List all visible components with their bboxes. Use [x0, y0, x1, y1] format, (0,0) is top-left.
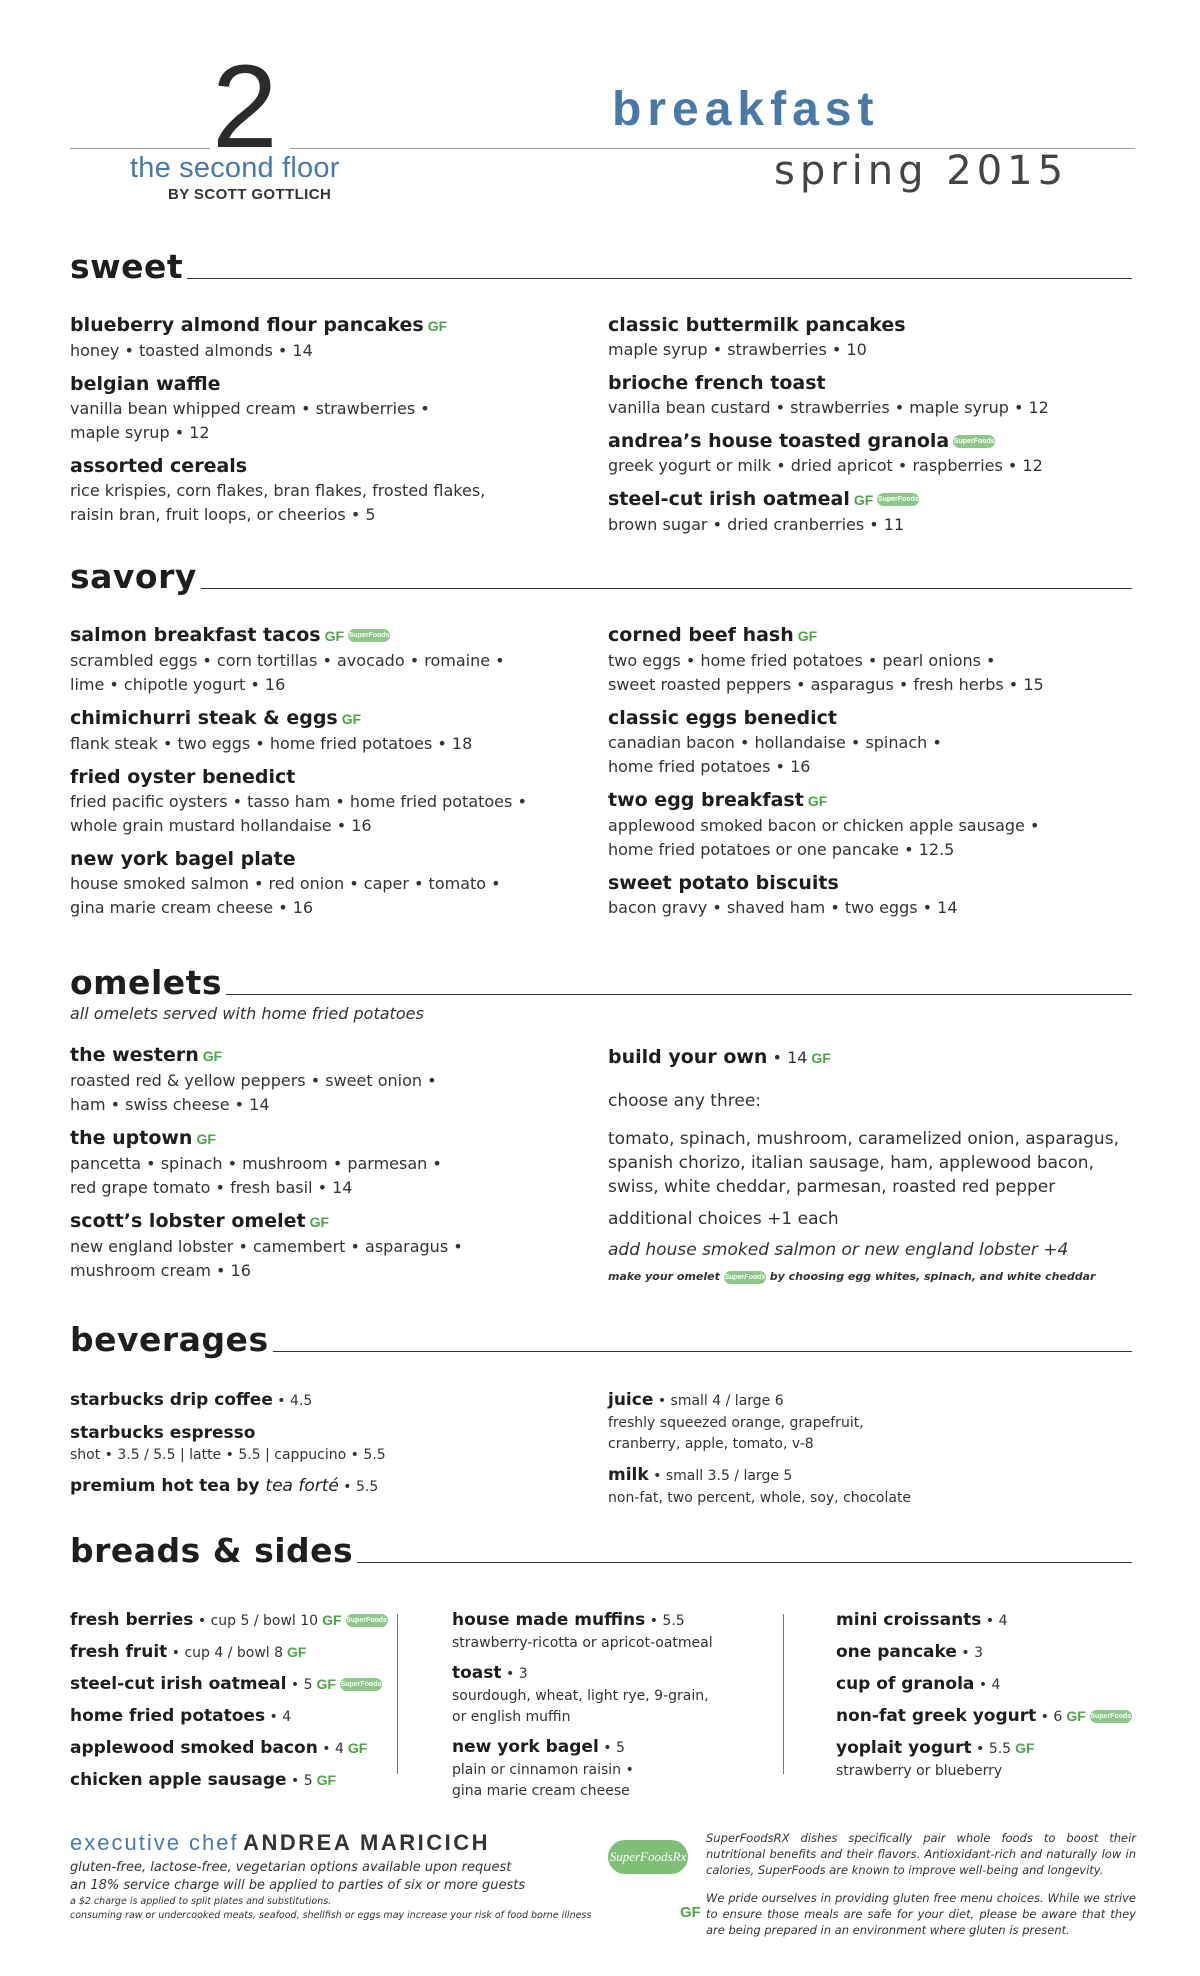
menu-item	[608, 370, 1128, 420]
menu-item	[70, 1672, 390, 1697]
menu-item-name: the western GF	[70, 1044, 223, 1066]
executive-chef: executive chef ANDREA MARICICH	[70, 1830, 490, 1855]
gluten-free-badge: GF	[287, 1644, 307, 1660]
superfoods-badge-icon: SuperFoods	[877, 493, 919, 506]
gluten-free-badge: GF	[322, 1612, 342, 1628]
section-rule	[273, 1351, 1132, 1352]
menu-item-name: the uptown GF	[70, 1127, 216, 1149]
menu-item-description: maple syrup • strawberries • 10	[608, 340, 867, 359]
menu-item-name: new york bagel • 5	[452, 1737, 625, 1757]
menu-item-price: • 5.5	[645, 1613, 685, 1629]
menu-item	[70, 1608, 390, 1633]
footer-note-raw: consuming raw or undercooked meats, seafood, shellfish or eggs may increase your risk of food borne illness	[70, 1910, 592, 1921]
menu-item-name: cup of granola • 4	[836, 1674, 1001, 1694]
superfoods-info: SuperFoodsRX dishes specifically pair whole foods to boost their nutritional benefits and their flavors. Antioxidant-rich and naturally low in calories, SuperFoods are known to improve well-being and longevity. We pride ourselves in providing gluten free menu choices. While we strive to ensure those meals are safe for your diet, please be aware that they are being prepared in an environment where gluten is present.	[706, 1831, 1136, 1937]
menu-item-description: strawberry or blueberry	[836, 1763, 1003, 1779]
menu-item	[836, 1608, 1156, 1633]
menu-item-name: two egg breakfast GF	[608, 789, 828, 811]
menu-item-price: • 4.5	[272, 1393, 313, 1409]
omelets-left-column	[70, 1042, 590, 1291]
menu-item-price: • small 3.5 / large 5	[648, 1468, 793, 1484]
menu-item-name: home fried potatoes • 4	[70, 1706, 292, 1726]
menu-item-price: • 5.5	[971, 1741, 1012, 1757]
menu-item-price: • 3	[501, 1666, 528, 1682]
menu-item-description: house smoked salmon • red onion • caper • tomato • gina marie cream cheese • 16	[70, 874, 501, 917]
menu-item	[608, 428, 1128, 478]
menu-item-price: • 4	[974, 1677, 1001, 1693]
section-rule	[357, 1562, 1132, 1563]
menu-item-name: blueberry almond flour pancakes GF	[70, 314, 448, 336]
menu-item-name: non-fat greek yogurt • 6 GF SuperFoods	[836, 1706, 1132, 1726]
menu-item-description: plain or cinnamon raisin • gina marie cream cheese	[452, 1762, 634, 1799]
menu-item-name: brioche french toast	[608, 372, 826, 394]
superfoods-logo: SuperFoodsRx	[608, 1840, 688, 1874]
build-options: tomato, spinach, mushroom, caramelized onion, asparagus, spanish chorizo, italian sausage, ham, applewood bacon, swiss, white cheddar, parmesan, roasted red pepper	[608, 1129, 1119, 1197]
footer-note-split: a $2 charge is applied to split plates and substitutions.	[70, 1896, 332, 1907]
brand-byline: BY SCOTT GOTTLICH	[168, 186, 332, 203]
sides-column-2	[452, 1608, 772, 1809]
sweet-left-column	[70, 312, 590, 535]
gluten-free-badge: GF	[797, 628, 818, 644]
gluten-free-badge: GF	[316, 1676, 336, 1692]
menu-item-price: • 5.5	[338, 1479, 379, 1495]
brand-name: the second floor	[130, 152, 340, 184]
menu-item	[70, 846, 590, 920]
menu-item-description: flank steak • two eggs • home fried potatoes • 18	[70, 734, 473, 753]
menu-item	[452, 1735, 772, 1802]
menu-item	[70, 1421, 590, 1466]
menu-item-description: two eggs • home fried potatoes • pearl onions • sweet roasted peppers • asparagus • fresh herbs • 15	[608, 651, 1044, 694]
sides-column-3	[836, 1608, 1156, 1789]
menu-item-name: premium hot tea by tea forté • 5.5	[70, 1476, 379, 1496]
superfoods-badge-icon: SuperFoods	[346, 1614, 388, 1627]
superfoods-badge-icon: SuperFoods	[724, 1271, 766, 1284]
savory-left-column	[70, 622, 590, 928]
menu-item	[70, 1208, 590, 1283]
gluten-free-badge: GF	[1066, 1708, 1086, 1724]
menu-item-price: • 4	[317, 1741, 344, 1757]
gluten-free-badge: GF	[324, 628, 345, 644]
menu-item-description: non-fat, two percent, whole, soy, chocolate	[608, 1490, 912, 1506]
menu-item	[608, 312, 1128, 362]
menu-item	[608, 870, 1128, 920]
superfoods-badge-icon: SuperFoods	[340, 1678, 382, 1691]
menu-item	[836, 1640, 1156, 1665]
menu-item	[608, 1463, 1128, 1509]
menu-item-price: • 5	[598, 1740, 625, 1756]
section-heading: savory	[70, 557, 197, 596]
menu-item-name: milk • small 3.5 / large 5	[608, 1465, 793, 1485]
menu-item-description: freshly squeezed orange, grapefruit, cranberry, apple, tomato, v-8	[608, 1415, 864, 1452]
savory-right-column	[608, 622, 1128, 928]
menu-item	[70, 1768, 390, 1793]
menu-item	[608, 622, 1128, 697]
build-your-own	[608, 1044, 1148, 1284]
logo-number: 2	[212, 41, 278, 173]
menu-item-price: • 4	[981, 1613, 1008, 1629]
menu-item-price: • 5	[286, 1773, 313, 1789]
menu-item-name: steel-cut irish oatmeal • 5 GF SuperFoods	[70, 1674, 382, 1694]
menu-item-name: fried oyster benedict	[70, 766, 296, 788]
menu-item-description: shot • 3.5 / 5.5 | latte • 5.5 | cappucino • 5.5	[70, 1447, 386, 1463]
menu-title: breakfast	[612, 83, 880, 136]
build-choose-label: choose any three:	[608, 1091, 761, 1111]
gluten-free-badge: GF	[347, 1740, 368, 1756]
superfoods-badge-icon: SuperFoods	[1090, 1710, 1132, 1723]
menu-item-price: • cup 5 / bowl 10	[193, 1613, 319, 1629]
menu-item	[70, 1736, 390, 1761]
menu-item	[70, 1640, 390, 1665]
build-addon: add house smoked salmon or new england lobster +4	[608, 1240, 1069, 1260]
sides-column-1	[70, 1608, 390, 1800]
menu-item-price: • 4	[265, 1709, 292, 1725]
menu-item	[836, 1704, 1156, 1729]
menu-item-description: strawberry-ricotta or apricot-oatmeal	[452, 1635, 713, 1651]
menu-item	[452, 1608, 772, 1654]
menu-item-name: belgian waffle	[70, 373, 221, 395]
menu-item-name: assorted cereals	[70, 455, 248, 477]
menu-item	[836, 1672, 1156, 1697]
menu-item-name: sweet potato biscuits	[608, 872, 839, 894]
menu-season: spring 2015	[774, 148, 1069, 194]
section-rule	[201, 588, 1132, 589]
menu-item	[70, 1388, 590, 1413]
menu-item	[452, 1661, 772, 1728]
build-superfoods-note: make your omelet SuperFoods by choosing egg whites, spinach, and white cheddar	[608, 1270, 1096, 1283]
menu-item	[70, 312, 590, 363]
superfoods-badge-icon: SuperFoods	[953, 435, 995, 448]
menu-item-description: canadian bacon • hollandaise • spinach • home fried potatoes • 16	[608, 733, 942, 776]
menu-item	[70, 705, 590, 756]
gluten-free-badge: GF	[309, 1214, 330, 1230]
gluten-free-badge: GF	[1015, 1740, 1035, 1756]
menu-item	[608, 787, 1128, 862]
menu-item-description: scrambled eggs • corn tortillas • avocado • romaine • lime • chipotle yogurt • 16	[70, 651, 505, 694]
menu-item-name: classic buttermilk pancakes	[608, 314, 906, 336]
section-beverages	[70, 1320, 1132, 1359]
menu-item	[70, 622, 590, 697]
menu-item-name: classic eggs benedict	[608, 707, 837, 729]
gluten-free-badge: GF	[202, 1048, 223, 1064]
menu-item-name: chicken apple sausage • 5 GF	[70, 1770, 337, 1790]
menu-item-description: roasted red & yellow peppers • sweet onion • ham • swiss cheese • 14	[70, 1071, 437, 1114]
gluten-free-badge: GF	[427, 318, 448, 334]
menu-item-name: andrea’s house toasted granola SuperFoods	[608, 430, 995, 452]
menu-item-description: greek yogurt or milk • dried apricot • raspberries • 12	[608, 456, 1043, 475]
section-heading: breads & sides	[70, 1531, 354, 1570]
menu-item-name: juice • small 4 / large 6	[608, 1390, 784, 1410]
sweet-right-column	[608, 312, 1128, 545]
gluten-free-badge: GF	[853, 492, 874, 508]
gluten-free-badge: GF	[316, 1772, 337, 1788]
sides-divider	[783, 1614, 784, 1774]
section-heading: sweet	[70, 247, 184, 286]
menu-item	[70, 453, 590, 527]
menu-item-name: corned beef hash GF	[608, 624, 818, 646]
menu-item-name: yoplait yogurt • 5.5 GF	[836, 1738, 1035, 1758]
header-rule-left	[70, 148, 210, 149]
menu-item	[836, 1736, 1156, 1782]
section-heading: omelets	[70, 963, 223, 1002]
menu-item-name: mini croissants • 4	[836, 1610, 1008, 1630]
menu-item-name: fresh fruit • cup 4 / bowl 8 GF	[70, 1642, 307, 1662]
menu-item-name: chimichurri steak & eggs GF	[70, 707, 362, 729]
sides-divider	[397, 1614, 398, 1774]
section-omelets	[70, 963, 1132, 1002]
menu-item-description: new england lobster • camembert • asparagus • mushroom cream • 16	[70, 1237, 463, 1280]
section-rule	[187, 278, 1132, 279]
section-savory	[70, 557, 1132, 596]
menu-item	[608, 705, 1128, 779]
menu-item-description: vanilla bean whipped cream • strawberries • maple syrup • 12	[70, 399, 430, 442]
menu-item-price: • 5	[286, 1677, 313, 1693]
menu-item	[70, 1125, 590, 1200]
menu-item-name: toast • 3	[452, 1663, 528, 1683]
menu-item-name: salmon breakfast tacos GF SuperFoods	[70, 624, 390, 646]
menu-item	[608, 486, 1128, 537]
menu-item-name: new york bagel plate	[70, 848, 296, 870]
menu-item	[70, 1704, 390, 1729]
menu-item	[70, 764, 590, 838]
beverages-right-column	[608, 1388, 1128, 1517]
menu-item-name: one pancake • 3	[836, 1642, 983, 1662]
gluten-free-badge: GF	[196, 1131, 216, 1147]
superfoods-badge-icon: SuperFoods	[348, 629, 390, 642]
menu-item-name: scott’s lobster omelet GF	[70, 1210, 330, 1232]
menu-item-name: starbucks drip coffee • 4.5	[70, 1390, 313, 1410]
menu-item-price: • 3	[956, 1645, 983, 1661]
footer-note-service: an 18% service charge will be applied to parties of six or more guests	[70, 1878, 526, 1893]
menu-item-description: applewood smoked bacon or chicken apple sausage • home fried potatoes or one pancake • 12.5	[608, 816, 1040, 859]
menu-item-name: house made muffins • 5.5	[452, 1610, 685, 1630]
menu-item-name: fresh berries • cup 5 / bowl 10 GF SuperFoods	[70, 1610, 387, 1630]
omelets-subtitle: all omelets served with home fried potatoes	[70, 1004, 424, 1023]
section-rule	[226, 994, 1132, 995]
menu-item-name: applewood smoked bacon • 4 GF	[70, 1738, 368, 1758]
menu-item	[70, 371, 590, 445]
menu-item-name: steel-cut irish oatmeal GF SuperFoods	[608, 488, 919, 510]
menu-item-description: honey • toasted almonds • 14	[70, 341, 313, 360]
menu-item-name: starbucks espresso	[70, 1423, 256, 1443]
menu-item-price: • cup 4 / bowl 8	[167, 1645, 284, 1661]
gluten-free-badge: GF	[341, 711, 362, 727]
build-additional: additional choices +1 each	[608, 1209, 839, 1229]
menu-item-description: rice krispies, corn flakes, bran flakes, frosted flakes, raisin bran, fruit loops, or cheerios • 5	[70, 481, 486, 524]
footer-note-options: gluten-free, lactose-free, vegetarian options available upon request	[70, 1860, 512, 1875]
menu-item-description: sourdough, wheat, light rye, 9-grain, or english muffin	[452, 1688, 709, 1725]
menu-item-description: bacon gravy • shaved ham • two eggs • 14	[608, 898, 958, 917]
menu-item-description: vanilla bean custard • strawberries • maple syrup • 12	[608, 398, 1049, 417]
menu-item-description: fried pacific oysters • tasso ham • home fried potatoes • whole grain mustard hollandaise • 16	[70, 792, 527, 835]
beverages-left-column	[70, 1388, 590, 1507]
menu-item	[70, 1042, 590, 1117]
section-sweet	[70, 247, 1132, 286]
menu-item-price: • 6	[1036, 1709, 1063, 1725]
section-breads-sides	[70, 1531, 1132, 1570]
gluten-free-badge: GF	[807, 793, 828, 809]
menu-item-description: pancetta • spinach • mushroom • parmesan • red grape tomato • fresh basil • 14	[70, 1154, 442, 1197]
menu-item-description: brown sugar • dried cranberries • 11	[608, 515, 905, 534]
menu-item	[608, 1388, 1128, 1455]
section-heading: beverages	[70, 1320, 269, 1359]
build-your-own-title: build your own • 14 GF	[608, 1046, 831, 1068]
gf-legend: GF	[680, 1904, 701, 1921]
menu-item	[70, 1474, 590, 1499]
menu-item-price: • small 4 / large 6	[653, 1393, 784, 1409]
